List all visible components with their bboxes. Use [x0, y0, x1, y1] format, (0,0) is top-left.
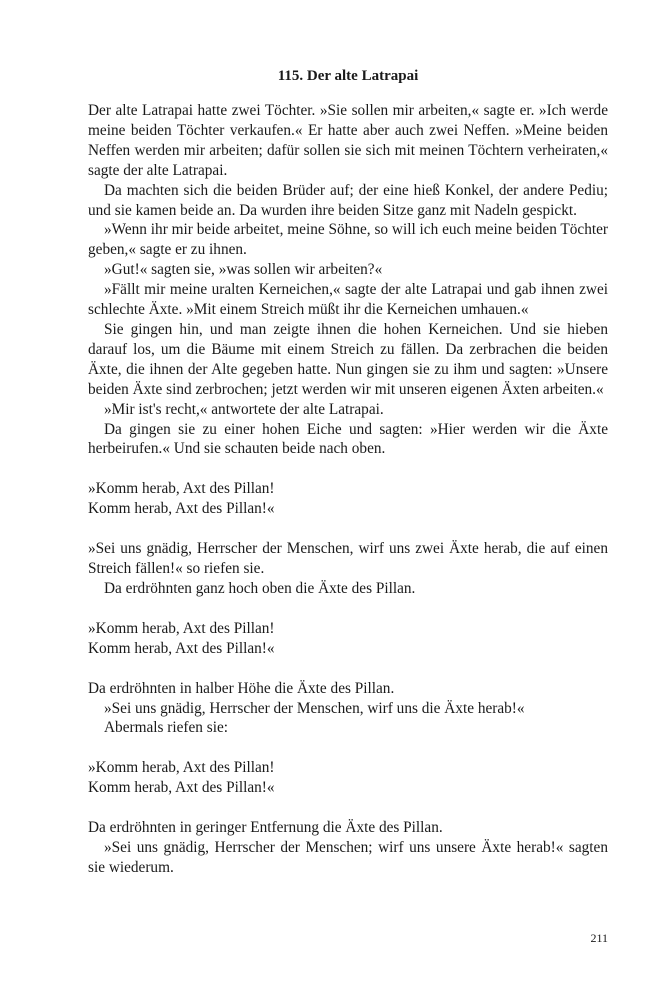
verse-line: »Komm herab, Axt des Pillan!: [88, 619, 275, 637]
stanza-gap: [88, 659, 608, 679]
paragraph: Da erdröhnten in halber Höhe die Äxte des Pillan.: [88, 679, 395, 697]
stanza-gap: [88, 519, 608, 539]
stanza-gap: [88, 738, 608, 758]
page-body: [88, 66, 608, 878]
verse-line: »Komm herab, Axt des Pillan!: [88, 759, 275, 777]
chapter-title: 115. Der alte Latrapai: [277, 68, 419, 84]
verse-line: Komm herab, Axt des Pillan!«: [88, 500, 275, 518]
paragraph: »Sei uns gnädig, Herrscher der Menschen; wirf uns unsere Äxte herab!« sagten sie wiederum.: [88, 839, 608, 876]
paragraph: Da erdröhnten ganz hoch oben die Äxte des Pillan.: [104, 579, 416, 597]
paragraph: »Sei uns gnädig, Herrscher der Menschen, wirf uns zwei Äxte herab, die auf einen Streich fällen!« so riefen sie.: [88, 540, 608, 578]
page-number: 211: [590, 931, 608, 945]
paragraph: »Mir ist's recht,« antwortete der alte Latrapai.: [104, 400, 384, 418]
paragraph: »Gut!« sagten sie, »was sollen wir arbeiten?«: [104, 261, 383, 279]
paragraph: »Sei uns gnädig, Herrscher der Menschen, wirf uns die Äxte herab!«: [104, 699, 525, 717]
stanza-gap: [88, 798, 608, 818]
verse-line: Komm herab, Axt des Pillan!«: [88, 779, 275, 797]
paragraph: Der alte Latrapai hatte zwei Töchter. »Sie sollen mir arbeiten,« sagte er. »Ich werde meine beiden Töchter verkaufen.« Er hatte aber auch zwei Neffen. »Meine beiden Neffen werden mir arbeiten; dafür sollen sie sich mit meinen Töchtern verheiraten,« sagte der alte Latrapai.: [88, 102, 608, 179]
paragraph: »Wenn ihr mir beide arbeitet, meine Söhne, so will ich euch meine beiden Töchter geben,« sagte er zu ihnen.: [88, 221, 608, 259]
verse-line: »Komm herab, Axt des Pillan!: [88, 480, 275, 498]
paragraph: »Fällt mir meine uralten Kerneichen,« sagte der alte Latrapai und gab ihnen zwei schlechte Äxte. »Mit einem Streich müßt ihr die Kerneichen umhauen.«: [88, 281, 608, 319]
paragraph: Sie gingen hin, und man zeigte ihnen die hohen Kerneichen. Und sie hieben darauf los, um die Bäume mit einem Streich zu fällen. Da zerbrachen die beiden Äxte, die ihnen der Alte gegeben hatte. Nun gingen sie zu ihm und sagten: »Unsere beiden Äxte sind zerbrochen; jetzt werden wir mit unseren eigenen Äxten arbeiten.«: [88, 320, 608, 398]
paragraph: Da gingen sie zu einer hohen Eiche und sagten: »Hier werden wir die Äxte herbeirufen.« Und sie schauten beide nach oben.: [88, 420, 608, 458]
stanza-gap: [88, 459, 608, 479]
paragraph: Da erdröhnten in geringer Entfernung die Äxte des Pillan.: [88, 819, 443, 837]
verse-line: Komm herab, Axt des Pillan!«: [88, 639, 275, 657]
paragraph: Abermals riefen sie:: [104, 719, 229, 737]
paragraph: Da machten sich die beiden Brüder auf; der eine hieß Konkel, der andere Pediu; und sie kamen beide an. Da wurden ihre beiden Sitze ganz mit Nadeln gespickt.: [88, 181, 608, 219]
stanza-gap: [88, 599, 608, 619]
